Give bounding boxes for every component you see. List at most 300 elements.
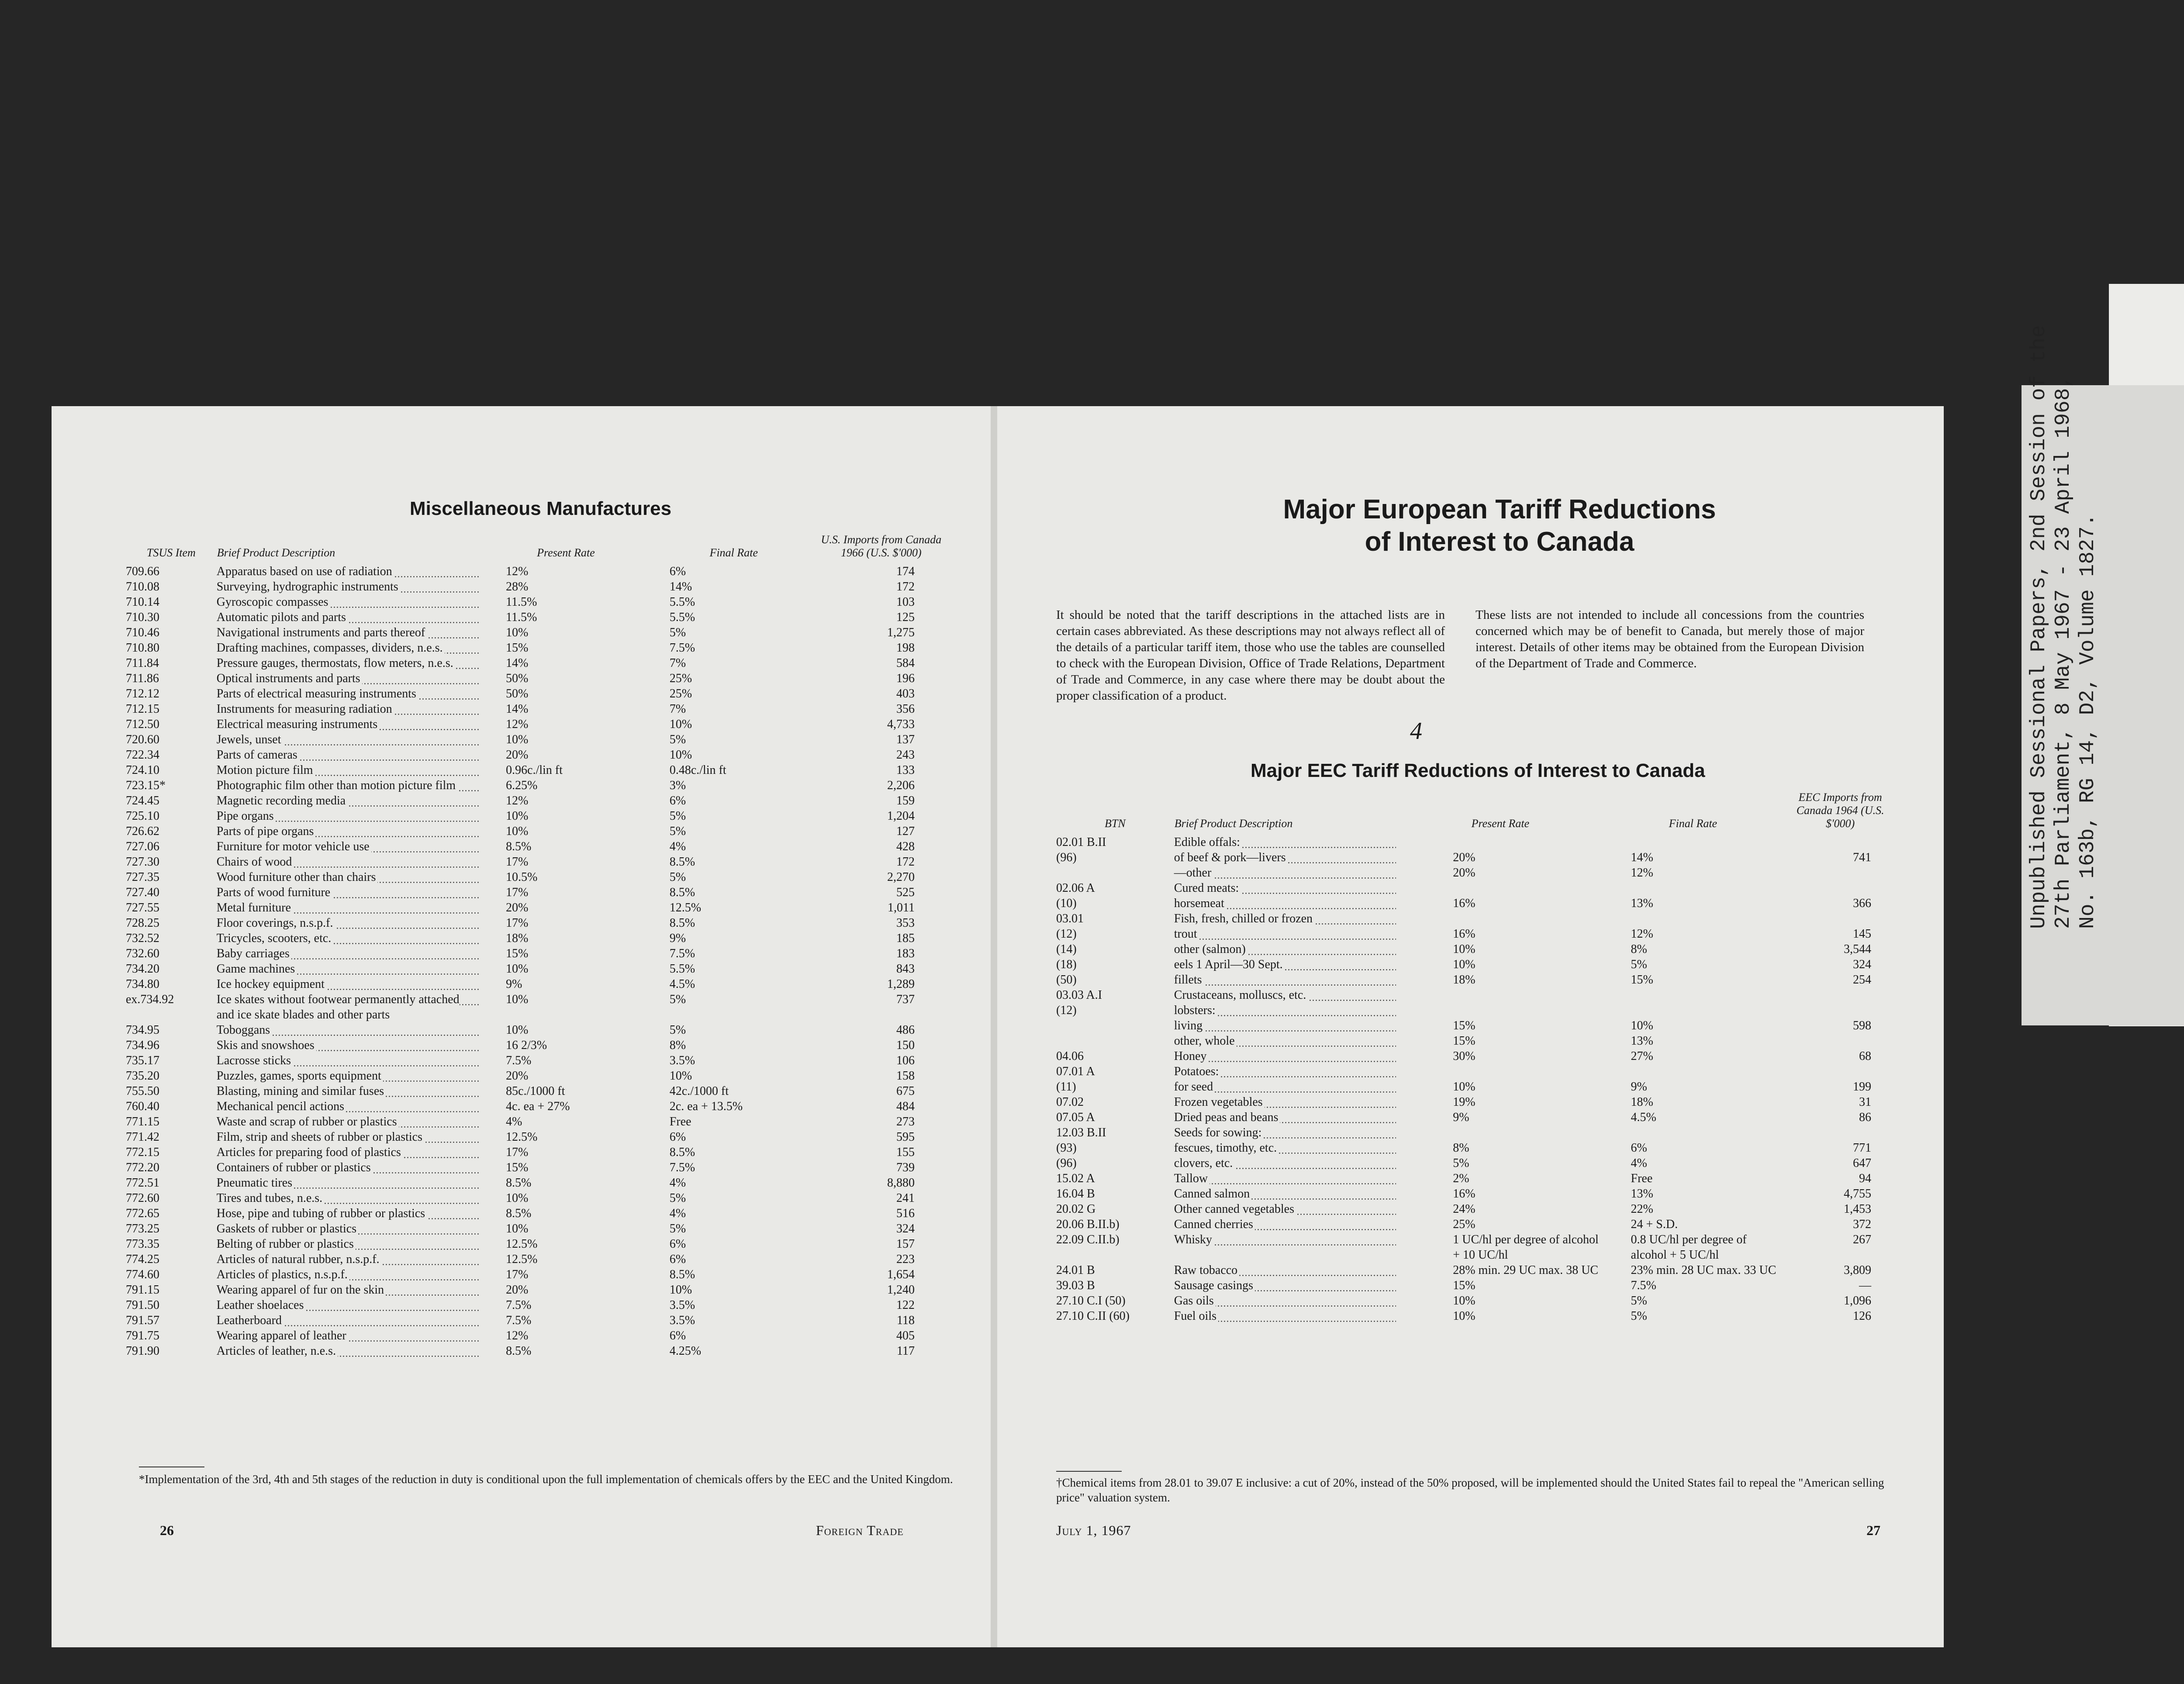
- product-description: Fish, fresh, chilled or frozen: [1174, 912, 1314, 925]
- product-description: Frozen vegetables: [1174, 1095, 1265, 1109]
- present-rate: 4%: [506, 1115, 524, 1128]
- item-code: 723.15*: [126, 779, 167, 792]
- final-rate: 4%: [670, 1176, 688, 1190]
- present-rate: 12%: [506, 794, 530, 807]
- table-row: [126, 763, 947, 778]
- item-code: 20.02 G: [1056, 1202, 1097, 1216]
- present-rate: 8.5%: [506, 1344, 533, 1358]
- final-rate: 4.5%: [670, 977, 697, 991]
- citation-line-1: Unpublished Sessional Papers, 2nd Session of the: [2027, 325, 2051, 929]
- table-row: [126, 1175, 947, 1191]
- product-description: other, whole: [1174, 1034, 1237, 1048]
- item-code: 791.90: [126, 1344, 161, 1358]
- final-rate: 6%: [670, 1329, 688, 1342]
- product-description: fescues, timothy, etc.: [1174, 1141, 1279, 1155]
- product-description: Ice skates without footwear permanently attached and ice skate blades and other parts: [216, 993, 460, 1021]
- present-rate: 28% min. 29 UC max. 38 UC: [1453, 1263, 1600, 1277]
- present-rate: [1453, 1004, 1455, 1017]
- present-rate: 15%: [506, 641, 530, 655]
- table-row: [1056, 1125, 1899, 1140]
- product-description: Furniture for motor vehicle use: [217, 840, 371, 853]
- final-rate: 3%: [670, 779, 688, 792]
- table-row: [126, 977, 947, 992]
- present-rate: [1453, 1065, 1455, 1078]
- import-value: 484: [896, 1100, 916, 1113]
- present-rate: 10%: [506, 1191, 530, 1205]
- final-rate: 8%: [670, 1039, 688, 1052]
- product-description: Potatoes:: [1174, 1065, 1221, 1078]
- present-rate: [1453, 912, 1455, 925]
- item-code: (18): [1056, 958, 1078, 971]
- table-row: [1056, 835, 1899, 850]
- final-rate: 12%: [1631, 866, 1655, 880]
- table-row: [1056, 865, 1899, 880]
- item-code: (12): [1056, 1004, 1078, 1017]
- product-description: Cured meats:: [1174, 881, 1241, 895]
- item-code: 725.10: [126, 809, 161, 823]
- present-rate: 18%: [1453, 973, 1477, 987]
- final-rate: 8.5%: [670, 855, 697, 869]
- product-description: Surveying, hydrographic instruments: [217, 580, 400, 594]
- column-header: TSUS Item: [146, 546, 196, 559]
- table-row: [126, 625, 947, 640]
- item-code: 710.80: [126, 641, 161, 655]
- import-value: 241: [896, 1191, 916, 1205]
- product-description: other (salmon): [1174, 942, 1248, 956]
- import-value: 353: [896, 916, 916, 930]
- final-rate: 7.5%: [670, 1161, 697, 1174]
- final-rate: 7.5%: [670, 947, 697, 960]
- table-row: [1056, 896, 1899, 911]
- import-value: 598: [1853, 1019, 1873, 1032]
- table-row: [126, 1084, 947, 1099]
- product-description: Hose, pipe and tubing of rubber or plastics: [217, 1207, 427, 1220]
- table-row: [126, 701, 947, 717]
- import-value: 843: [896, 962, 916, 976]
- import-value: 150: [896, 1039, 916, 1052]
- import-value: 2,270: [887, 870, 916, 884]
- present-rate: 15%: [1453, 1019, 1477, 1032]
- final-rate: 14%: [670, 580, 694, 594]
- item-code: 16.04 B: [1056, 1187, 1097, 1201]
- final-rate: 4%: [670, 1207, 688, 1220]
- final-rate: Free: [670, 1115, 693, 1128]
- item-code: 710.08: [126, 580, 161, 594]
- product-description: of beef & pork—livers: [1174, 851, 1288, 864]
- import-value: 117: [897, 1344, 916, 1358]
- import-value: [1871, 881, 1873, 895]
- table-row: [126, 594, 947, 610]
- item-code: 772.20: [126, 1161, 161, 1174]
- import-value: 103: [896, 595, 916, 609]
- item-code: 772.60: [126, 1191, 161, 1205]
- table-row: [1056, 1140, 1899, 1156]
- final-rate: 10%: [670, 748, 694, 762]
- item-code: 772.65: [126, 1207, 161, 1220]
- product-description: Parts of electrical measuring instruments: [217, 687, 418, 701]
- item-code: (96): [1056, 851, 1078, 864]
- present-rate: 50%: [506, 687, 530, 701]
- import-value: [1871, 1034, 1873, 1048]
- item-code: 760.40: [126, 1100, 161, 1113]
- final-rate: 5%: [670, 825, 688, 838]
- final-rate: [1631, 835, 1633, 849]
- product-description: Ice hockey equipment: [217, 977, 326, 991]
- table-row: [1056, 987, 1899, 1003]
- item-code: 727.55: [126, 901, 161, 914]
- final-rate: 42c./1000 ft: [670, 1084, 730, 1098]
- table-row: [1056, 1263, 1899, 1278]
- column-header: Brief Product Description: [1174, 817, 1293, 830]
- present-rate: 15%: [1453, 1034, 1477, 1048]
- table-row: [1056, 1293, 1899, 1308]
- product-description: Floor coverings, n.s.p.f.: [217, 916, 335, 930]
- table-row: [126, 1221, 947, 1236]
- import-value: 516: [896, 1207, 916, 1220]
- item-code: 724.10: [126, 763, 161, 777]
- present-rate: 11.5%: [506, 595, 539, 609]
- product-description: Electrical measuring instruments: [217, 718, 380, 731]
- product-description: Navigational instruments and parts thereof: [217, 626, 427, 639]
- product-description: Metal furniture: [217, 901, 293, 914]
- final-rate: 6%: [670, 1130, 688, 1144]
- present-rate: 9%: [1453, 1111, 1471, 1124]
- product-description: Seeds for sowing:: [1174, 1126, 1264, 1139]
- table-row: [126, 992, 947, 1022]
- final-rate: 9%: [670, 932, 688, 945]
- final-rate: 0.48c./lin ft: [670, 763, 728, 777]
- table-row: [126, 1022, 947, 1038]
- import-value: 584: [896, 656, 916, 670]
- import-value: 86: [1859, 1111, 1873, 1124]
- product-description: Belting of rubber or plastics: [217, 1237, 356, 1251]
- final-rate: 10%: [670, 1283, 694, 1297]
- present-rate: [1453, 835, 1455, 849]
- table-row: [126, 885, 947, 900]
- final-rate: 9%: [1631, 1080, 1649, 1094]
- product-description: Parts of pipe organs: [217, 825, 316, 838]
- present-rate: 10%: [506, 1222, 530, 1235]
- final-rate: 10%: [670, 718, 694, 731]
- item-code: 774.60: [126, 1268, 161, 1281]
- item-code: (11): [1056, 1080, 1078, 1094]
- item-code: 712.15: [126, 702, 161, 716]
- present-rate: 8%: [1453, 1141, 1471, 1155]
- present-rate: 17%: [506, 886, 530, 899]
- present-rate: 17%: [506, 855, 530, 869]
- item-code: 791.50: [126, 1298, 161, 1312]
- intro-paragraph-1: It should be noted that the tariff descriptions in the attached lists are in certain cases abbreviated. As these descriptions may not always reflect all of the details of a particular tariff item, those who use the tables are counselled to check with the European Division, Office of Trade Relations, Department of Trade and Commerce, in any case where there may be doubt about the proper classification of a product.: [1056, 608, 1445, 703]
- import-value: 267: [1853, 1233, 1873, 1246]
- present-rate: 10%: [506, 626, 530, 639]
- final-rate: [1631, 912, 1633, 925]
- final-rate: 8%: [1631, 942, 1649, 956]
- table-row: [126, 1191, 947, 1206]
- product-description: Wearing apparel of leather: [217, 1329, 348, 1342]
- item-code: 27.10 C.II (60): [1056, 1309, 1131, 1323]
- present-rate: 17%: [506, 916, 530, 930]
- present-rate: 5%: [1453, 1156, 1471, 1170]
- table-row: [126, 1298, 947, 1313]
- final-rate: 8.5%: [670, 1268, 697, 1281]
- table-row: [126, 717, 947, 732]
- item-code: 771.42: [126, 1130, 161, 1144]
- item-code: 22.09 C.II.b): [1056, 1233, 1121, 1246]
- import-value: 595: [896, 1130, 916, 1144]
- present-rate: 14%: [506, 702, 530, 716]
- table-row: [126, 656, 947, 671]
- final-rate: 13%: [1631, 897, 1655, 910]
- import-value: 243: [896, 748, 916, 762]
- import-value: 159: [896, 794, 916, 807]
- present-rate: 11.5%: [506, 611, 539, 624]
- product-description: Lacrosse sticks: [217, 1054, 293, 1067]
- table-row: [1056, 1308, 1899, 1324]
- product-description: Containers of rubber or plastics: [217, 1161, 373, 1174]
- present-rate: 16%: [1453, 927, 1477, 941]
- page-number: 27: [1866, 1522, 1880, 1538]
- final-rate: [1631, 881, 1633, 895]
- product-description: Jewels, unset: [217, 733, 283, 746]
- final-rate: 6%: [1631, 1141, 1649, 1155]
- final-rate: 7%: [670, 656, 688, 670]
- final-rate: 5%: [1631, 1294, 1649, 1308]
- item-code: 727.40: [126, 886, 161, 899]
- final-rate: 12%: [1631, 927, 1655, 941]
- magazine-spread: [52, 406, 1944, 1647]
- import-value: 68: [1859, 1049, 1873, 1063]
- table-row: [126, 610, 947, 625]
- product-description: for seed: [1174, 1080, 1215, 1094]
- table-row: [1056, 1094, 1899, 1110]
- item-code: 710.46: [126, 626, 161, 639]
- import-value: 133: [896, 763, 916, 777]
- table-row: [126, 1252, 947, 1267]
- import-value: 172: [896, 855, 916, 869]
- import-value: 196: [896, 672, 916, 685]
- present-rate: 10%: [506, 825, 530, 838]
- table-row: [126, 1282, 947, 1298]
- present-rate: 18%: [506, 932, 530, 945]
- product-description: Whisky: [1174, 1233, 1214, 1246]
- product-description: trout: [1174, 927, 1199, 941]
- product-description: Honey: [1174, 1049, 1209, 1063]
- import-value: [1871, 912, 1873, 925]
- final-rate: 5%: [670, 870, 688, 884]
- product-description: eels 1 April—30 Sept.: [1174, 958, 1285, 971]
- item-code: 728.25: [126, 916, 161, 930]
- product-description: Other canned vegetables: [1174, 1202, 1296, 1216]
- table-row: [1056, 880, 1899, 896]
- import-value: 737: [896, 993, 916, 1006]
- column-header: EEC Imports from Canada 1964 (U.S. $'000): [1796, 791, 1884, 830]
- present-rate: 20%: [506, 1283, 530, 1297]
- present-rate: 20%: [1453, 851, 1477, 864]
- import-value: 1,453: [1844, 1202, 1873, 1216]
- item-code: 710.14: [126, 595, 161, 609]
- present-rate: 7.5%: [506, 1054, 533, 1067]
- table-row: [126, 915, 947, 931]
- import-value: 94: [1859, 1172, 1873, 1185]
- final-rate: 15%: [1631, 973, 1655, 987]
- import-value: 158: [896, 1069, 916, 1083]
- product-description: Fuel oils: [1174, 1309, 1218, 1323]
- product-description: Pipe organs: [217, 809, 276, 823]
- import-value: [1871, 1126, 1873, 1139]
- handwritten-mark: 4: [1410, 718, 1422, 745]
- item-code: (93): [1056, 1141, 1078, 1155]
- tariff-table-eec: [1056, 790, 1899, 1324]
- present-rate: 30%: [1453, 1049, 1477, 1063]
- product-description: Optical instruments and parts: [217, 672, 362, 685]
- item-code: 774.25: [126, 1253, 161, 1266]
- product-description: Gas oils: [1174, 1294, 1216, 1308]
- product-description: fillets: [1174, 973, 1204, 987]
- item-code: 734.20: [126, 962, 161, 976]
- final-rate: [1631, 1065, 1633, 1078]
- present-rate: 20%: [1453, 866, 1477, 880]
- final-rate: 4.5%: [1631, 1111, 1658, 1124]
- table-title: Major EEC Tariff Reductions of Interest to Canada: [1251, 760, 1705, 781]
- product-description: Baby carriages: [217, 947, 291, 960]
- running-footer: Foreign Trade: [816, 1522, 904, 1538]
- product-description: Photographic film other than motion picture film: [217, 779, 457, 792]
- table-row: [126, 793, 947, 808]
- page-title: [1172, 493, 1827, 558]
- product-description: Leatherboard: [217, 1314, 283, 1327]
- item-code: 39.03 B: [1056, 1279, 1097, 1292]
- footnote-rule: [1056, 1471, 1122, 1472]
- item-code: 755.50: [126, 1084, 161, 1098]
- present-rate: 9%: [506, 977, 524, 991]
- column-header: Present Rate: [1471, 817, 1530, 830]
- present-rate: [1453, 988, 1455, 1002]
- import-value: [1871, 1004, 1873, 1017]
- table-row: [1056, 1232, 1899, 1263]
- product-description: Crustaceans, molluscs, etc.: [1174, 988, 1308, 1002]
- table-row: [126, 854, 947, 870]
- item-code: 02.01 B.II: [1056, 835, 1108, 849]
- product-description: horsemeat: [1174, 897, 1226, 910]
- final-rate: 22%: [1631, 1202, 1655, 1216]
- import-value: 356: [896, 702, 916, 716]
- import-value: 172: [896, 580, 916, 594]
- present-rate: 10%: [1453, 958, 1477, 971]
- present-rate: 16 2/3%: [506, 1039, 549, 1052]
- present-rate: 15%: [506, 1161, 530, 1174]
- footnote: †Chemical items from 28.01 to 39.07 E inclusive: a cut of 20%, instead of the 50% proposed, will be implemented should the United States fail to repeal the "American selling price" valuation system.: [1056, 1476, 1884, 1504]
- product-description: Canned salmon: [1174, 1187, 1251, 1201]
- import-value: 739: [896, 1161, 916, 1174]
- table-row: [126, 1206, 947, 1221]
- item-code: 710.30: [126, 611, 161, 624]
- present-rate: 2%: [1453, 1172, 1471, 1185]
- table-row: [126, 1053, 947, 1068]
- present-rate: 10%: [506, 1023, 530, 1037]
- present-rate: 8.5%: [506, 1176, 533, 1190]
- final-rate: 6%: [670, 1237, 688, 1251]
- item-code: (14): [1056, 942, 1078, 956]
- item-code: 24.01 B: [1056, 1263, 1097, 1277]
- present-rate: 7.5%: [506, 1298, 533, 1312]
- product-description: Toboggans: [217, 1023, 272, 1037]
- column-header: U.S. Imports from Canada 1966 (U.S. $'000): [821, 533, 942, 559]
- product-description: Game machines: [217, 962, 297, 976]
- present-rate: 17%: [506, 1146, 530, 1159]
- product-description: Articles of plastics, n.s.p.f.: [217, 1268, 349, 1281]
- present-rate: 1 UC/hl per degree of alcohol + 10 UC/hl: [1453, 1233, 1599, 1262]
- import-value: 273: [896, 1115, 916, 1128]
- item-code: 02.06 A: [1056, 881, 1097, 895]
- import-value: 741: [1853, 851, 1873, 864]
- import-value: 157: [896, 1237, 916, 1251]
- item-code: 07.02: [1056, 1095, 1085, 1109]
- right-page: [997, 406, 1944, 1647]
- product-description: Motion picture film: [217, 763, 315, 777]
- import-value: 1,096: [1844, 1294, 1873, 1308]
- import-value: 31: [1859, 1095, 1873, 1109]
- item-code: 712.50: [126, 718, 161, 731]
- import-value: 122: [896, 1298, 916, 1312]
- import-value: 771: [1853, 1141, 1873, 1155]
- item-code: 734.95: [126, 1023, 161, 1037]
- item-code: 734.96: [126, 1039, 161, 1052]
- table-row: [126, 808, 947, 824]
- present-rate: 10%: [1453, 1294, 1477, 1308]
- present-rate: 19%: [1453, 1095, 1477, 1109]
- final-rate: 4%: [1631, 1156, 1649, 1170]
- final-rate: 25%: [670, 687, 694, 701]
- import-value: [1871, 988, 1873, 1002]
- product-description: Gaskets of rubber or plastics: [217, 1222, 358, 1235]
- column-header: Final Rate: [1669, 817, 1717, 830]
- table-row: [1056, 942, 1899, 957]
- final-rate: 5%: [670, 733, 688, 746]
- table-row: [126, 839, 947, 854]
- item-code: 711.84: [126, 656, 161, 670]
- product-description: Parts of wood furniture: [217, 886, 332, 899]
- final-rate: 27%: [1631, 1049, 1655, 1063]
- import-value: 125: [896, 611, 916, 624]
- final-rate: 5%: [1631, 1309, 1649, 1323]
- item-code: 727.35: [126, 870, 161, 884]
- table-row: [126, 1129, 947, 1145]
- present-rate: 10%: [506, 733, 530, 746]
- final-rate: 13%: [1631, 1034, 1655, 1048]
- present-rate: 16%: [1453, 897, 1477, 910]
- item-code: 722.34: [126, 748, 161, 762]
- gutter: [991, 406, 997, 1647]
- product-description: Instruments for measuring radiation: [217, 702, 394, 716]
- citation-line-2: 27th Parliament, 8 May 1967 - 23 April 1968,: [2052, 375, 2075, 929]
- import-value: 199: [1853, 1080, 1873, 1094]
- import-value: 198: [896, 641, 916, 655]
- table-row: [126, 564, 947, 579]
- present-rate: 20%: [506, 748, 530, 762]
- final-rate: 3.5%: [670, 1298, 697, 1312]
- product-description: Film, strip and sheets of rubber or plastics: [217, 1130, 424, 1144]
- final-rate: [1631, 1004, 1633, 1017]
- item-code: 20.06 B.II.b): [1056, 1218, 1121, 1231]
- table-row: [1056, 1186, 1899, 1201]
- item-code: 709.66: [126, 565, 161, 578]
- table-row: [126, 579, 947, 594]
- item-code: 772.15: [126, 1146, 161, 1159]
- table-row: [1056, 1049, 1899, 1064]
- product-description: Wood furniture other than chairs: [217, 870, 378, 884]
- final-rate: 3.5%: [670, 1314, 697, 1327]
- present-rate: 12.5%: [506, 1130, 539, 1144]
